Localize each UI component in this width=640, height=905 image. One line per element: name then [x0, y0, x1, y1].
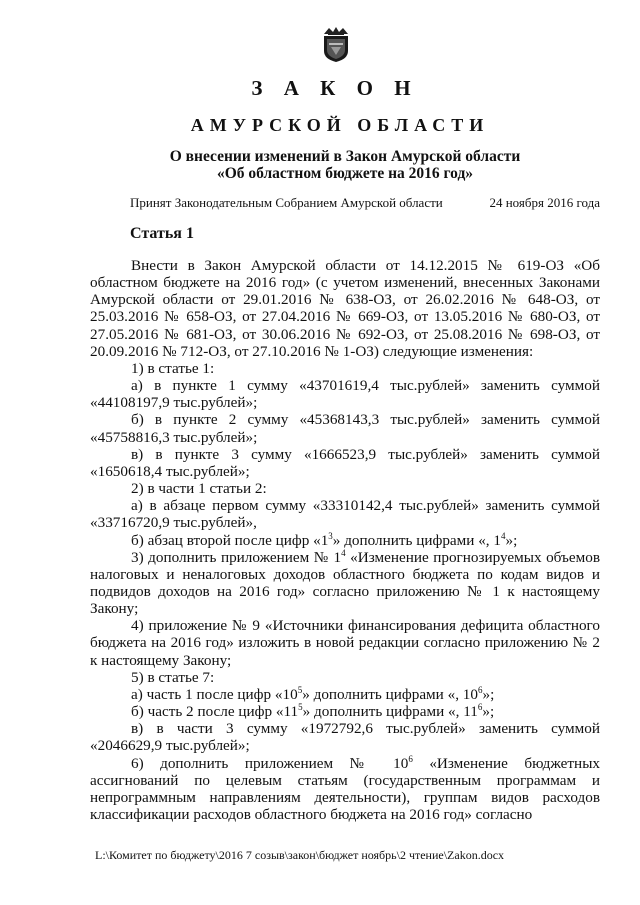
law-name-line-1: О внесении изменений в Закон Амурской области — [169, 148, 521, 165]
paragraph-5a: а) часть 1 после цифр «$10^5$» дополнить цифрами «, $10^6$»; — [131, 684, 495, 703]
law-name — [0, 148, 640, 182]
paragraph-5: 5) в статье 7: — [131, 668, 215, 686]
paragraph-1c: в) в пункте 3 сумму «1666523,9 тыс.рублей» заменить суммой «1650618,4 тыс.рублей»; — [90, 445, 600, 480]
document-title: З А К О Н — [251, 76, 419, 100]
paragraph-2a: а) в абзаце первом сумму «33310142,4 тыс.рублей» заменить суммой «33716720,9 тыс.рублей», — [90, 497, 600, 532]
article-heading: Статья 1 — [130, 225, 194, 242]
coat-of-arms-icon — [321, 25, 351, 63]
paragraph-1: 1) в статье 1: — [131, 359, 215, 377]
file-path-footer: L:\Комитет по бюджету\2016 7 созыв\закон\бюджет ноябрь\2 чтение\Zakon.docx — [95, 848, 505, 862]
paragraph-2: 2) в части 1 статьи 2: — [131, 480, 267, 498]
paragraph-1a: а) в пункте 1 сумму «43701619,4 тыс.рублей» заменить суммой «44108197,9 тыс.рублей»; — [90, 377, 600, 412]
paragraph-3: 3) дополнить приложением № $1^4$ «Изменение прогнозируемых объемов налоговых и неналоговых доходов областного бюджета по кодам видов и подвидов доходов на 2016 год» согласно приложению № 1 к настоящему Закону; — [90, 547, 600, 618]
paragraph-6: 6) дополнить приложением № $10^6$ «Изменение бюджетных ассигнований по целевым статьям (государственным программам и непрограммным направлениям деятельности), группам видов расходов классификации расходов областного бюджета на 2016 год» согласно — [90, 753, 600, 823]
region-title: АМУРСКОЙ ОБЛАСТИ — [190, 115, 490, 135]
paragraph-1b: б) в пункте 2 сумму «45368143,3 тыс.рублей» заменить суммой «45758816,3 тыс.рублей»; — [90, 411, 600, 446]
paragraph-5b: б) часть 2 после цифр «$11^5$» дополнить цифрами «, $11^6$»; — [131, 702, 495, 721]
paragraph-intro: Внести в Закон Амурской области от 14.12.2015 № 619-ОЗ «Об областном бюджете на 2016 год» (с учетом изменений, внесенных Законами Амурской области от 29.01.2016 № 638-ОЗ, от 26.02.2016 № 648-ОЗ, от 25.03.2016 № 658-ОЗ, от 27.04.2016 № 669-ОЗ, от 13.05.2016 № 680-ОЗ, от 27.05.2016 № 681-ОЗ, от 30.06.2016 № 692-ОЗ, от 25.08.2016 № 698-ОЗ, от 20.09.2016 № 712-ОЗ, от 27.10.2016 № 1-ОЗ) следующие изменения: — [90, 257, 600, 360]
adoption-date: 24 ноября 2016 года — [489, 195, 600, 210]
paragraph-4: 4) приложение № 9 «Источники финансирования дефицита областного бюджета на 2016 год» изложить в новой редакции согласно приложению № 2 к настоящему Закону; — [90, 617, 600, 669]
paragraph-5c: в) в части 3 сумму «1972792,6 тыс.рублей» заменить суммой «2046629,9 тыс.рублей»; — [90, 720, 600, 755]
adoption-line — [130, 195, 600, 211]
law-name-line-2: «Об областном бюджете на 2016 год» — [216, 165, 474, 182]
article-body — [90, 257, 600, 823]
paragraph-2b: б) абзац второй после цифр «$1^3$» дополнить цифрами «, $1^4$»; — [131, 530, 518, 549]
adopted-by: Принят Законодательным Собранием Амурской области — [130, 195, 443, 210]
